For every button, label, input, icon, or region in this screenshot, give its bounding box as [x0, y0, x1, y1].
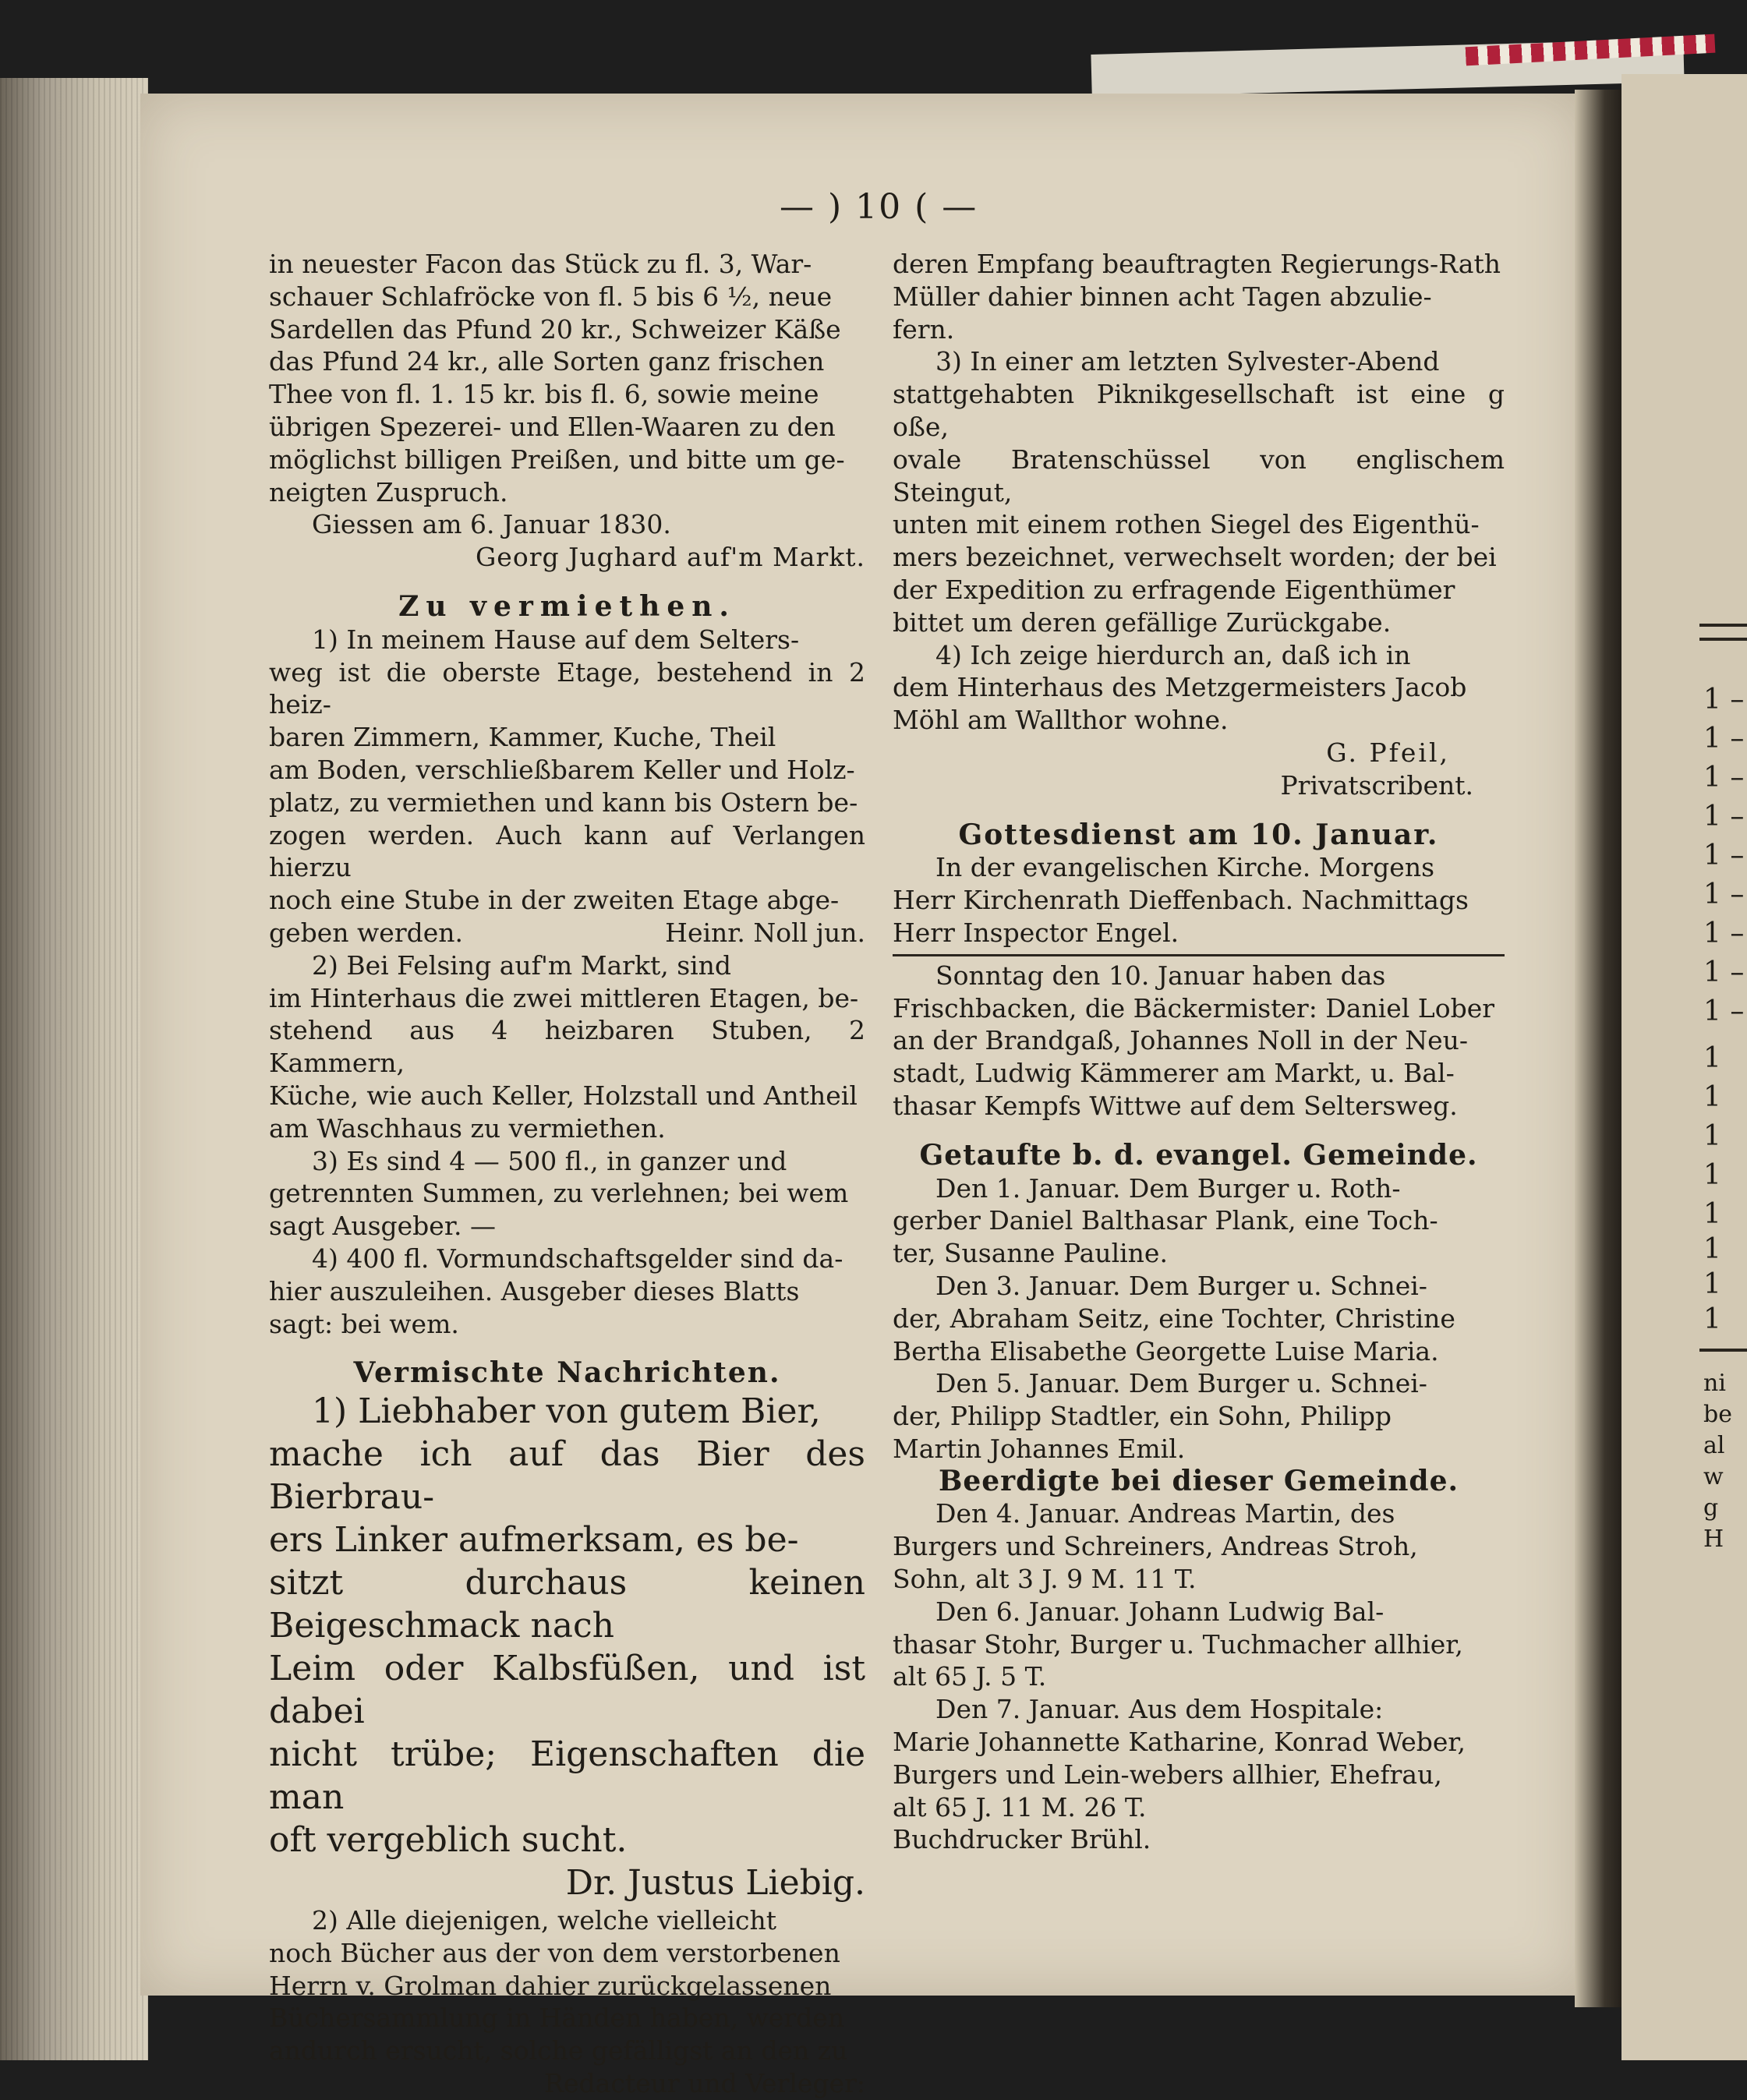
text-line: getrennten Summen, zu verlehnen; bei wem [269, 1178, 849, 1209]
right-fragment-number: 1 [1703, 1159, 1721, 1191]
right-fragment-number: 1 – [1703, 723, 1745, 755]
text-line: 4) 400 fl. Vormundschaftsgelder sind da- [312, 1243, 843, 1274]
text-line: andurch ersucht, solche gefälligst an den zu [269, 2035, 848, 2066]
right-fragment-number: 1 – [1703, 840, 1745, 871]
notice-4-signature: G. Pfeil, [1326, 737, 1450, 768]
right-fragment-number: 1 [1703, 1233, 1721, 1265]
text-line: Den 7. Januar. Aus dem Hospitale: [935, 1694, 1384, 1725]
text-line: 1) Liebhaber von gutem Bier, [312, 1391, 821, 1432]
notice-item-3 [893, 345, 1505, 638]
text-line: unten mit einem rothen Siegel des Eigenthü- [893, 509, 1480, 540]
advertisement-continued [269, 248, 865, 574]
text-line: alt 65 J. 11 M. 26 T. [893, 1791, 1147, 1822]
text-line: baren Zimmern, Kammer, Kuche, Theil [269, 722, 776, 753]
text-line: Herr Kirchenrath Dieffenbach. Nachmittags [893, 885, 1469, 916]
section-heading-service: Gottesdienst am 10. Januar. [958, 818, 1439, 851]
text-line: in neuester Facon das Stück zu fl. 3, War- [269, 249, 812, 279]
text-line: Burgers und Schreiners, Andreas Stroh, [893, 1531, 1418, 1562]
text-line: sagt Ausgeber. — [269, 1211, 496, 1242]
text-line: stadt, Ludwig Kämmerer am Markt, u. Bal- [893, 1058, 1455, 1089]
text-line: stattgehabten Piknikgesellschaft ist eine g oße, [893, 379, 1505, 442]
right-fragment-rule-2 [1699, 638, 1747, 641]
right-fragment-number: 1 – [1703, 879, 1745, 910]
text-line: fern. [893, 313, 955, 345]
left-column [269, 248, 865, 2100]
text-line: Den 5. Januar. Dem Burger u. Schnei- [935, 1368, 1427, 1399]
text-line: das Pfund 24 kr., alle Sorten ganz frischen [269, 346, 825, 377]
text-line: schauer Schlafröcke von fl. 5 bis 6 ½, neue [269, 281, 833, 312]
text-line: Herrn v. Grolman dahier zurückgelassenen [269, 1970, 832, 2001]
text-line: Thee von fl. 1. 15 kr. bis fl. 6, sowie meine [269, 379, 819, 410]
right-fragment-word: ni [1703, 1370, 1726, 1397]
rent-1-signature: Heinr. Noll jun. [665, 917, 865, 948]
right-fragment-rule-3 [1699, 1349, 1747, 1352]
rent-notice-2 [269, 949, 865, 1145]
text-line: alt 65 J. 5 T. [893, 1661, 1047, 1692]
text-line: Redacteur und Verleger: [544, 2068, 865, 2099]
baptism-entry-2 [893, 1270, 1505, 1367]
text-line: Frischbacken, die Bäckermister: Daniel Lober [893, 992, 1495, 1023]
text-line: Den 3. Januar. Dem Burger u. Schnei- [935, 1270, 1427, 1301]
text-line: Leim oder Kalbsfüßen, und ist dabei [269, 1649, 865, 1732]
page-number: — ) 10 ( — [780, 187, 978, 227]
text-line: 2) Alle diejenigen, welche vielleicht [312, 1905, 776, 1936]
notice-item-4 [893, 639, 1505, 802]
right-fragment-rule-1 [1699, 624, 1747, 627]
text-line: mers bezeichnet, verwechselt worden; der bei [893, 542, 1497, 573]
text-line: sitzt durchaus keinen Beigeschmack nach [269, 1563, 865, 1646]
text-line: Büchersammlung in Händen haben, werden [269, 2003, 845, 2034]
right-fragment-number: 1 – [1703, 684, 1745, 716]
book-page-edges [0, 78, 148, 2060]
text-line: der, Abraham Seitz, eine Tochter, Christine [893, 1303, 1455, 1334]
text-line: noch Bücher aus der von dem verstorbenen [269, 1937, 840, 1968]
text-line: ter, Susanne Pauline. [893, 1238, 1168, 1269]
text-line: der Expedition zu erfragende Eigenthümer [893, 574, 1455, 605]
burial-entry-1 [893, 1497, 1505, 1595]
text-line: Den 4. Januar. Andreas Martin, des [935, 1498, 1395, 1529]
right-fragment-number: 1 [1703, 1042, 1721, 1074]
text-line: 3) In einer am letzten Sylvester-Abend [935, 346, 1440, 377]
right-fragment-number: 1 [1703, 1268, 1721, 1300]
text-line: Bertha Elisabethe Georgette Luise Maria. [893, 1335, 1439, 1366]
right-page-fragment [1621, 74, 1747, 2060]
section-heading-baptized: Getaufte b. d. evangel. Gemeinde. [919, 1138, 1478, 1172]
ad-signature: Georg Jughard auf'm Markt. [475, 542, 865, 573]
text-line: Burgers und Lein-webers allhier, Ehefrau, [893, 1759, 1442, 1790]
text-line: weg ist die oberste Etage, bestehend in 2 heiz- [269, 656, 865, 720]
text-line: stehend aus 4 heizbaren Stuben, 2 Kammern, [269, 1015, 865, 1079]
text-line: thasar Stohr, Burger u. Tuchmacher allhier, [893, 1628, 1463, 1660]
text-line: 3) Es sind 4 — 500 fl., in ganzer und [312, 1145, 787, 1176]
text-line: noch eine Stube in der zweiten Etage abge- [269, 885, 840, 916]
text-line: 4) Ich zeige hierdurch an, daß ich in [935, 639, 1411, 670]
text-line: deren Empfang beauftragten Regierungs-Rath [893, 249, 1501, 279]
section-heading-rent: Zu vermiethen. [398, 589, 736, 623]
text-line: bittet um deren gefällige Zurückgabe. [893, 606, 1392, 638]
right-fragment-number: 1 [1703, 1303, 1721, 1335]
text-line: hier auszuleihen. Ausgeber dieses Blatts [269, 1275, 800, 1306]
notice-continued [893, 248, 1505, 345]
text-line: Den 6. Januar. Johann Ludwig Bal- [935, 1596, 1385, 1627]
printer-imprint: Buchdrucker Brühl. [893, 1824, 1151, 1855]
text-line: Müller dahier binnen acht Tagen abzulie- [893, 281, 1432, 312]
bakers-notice [893, 960, 1505, 1122]
text-line: 1) In meinem Hause auf dem Selters- [312, 624, 800, 655]
text-line: Möhl am Wallthor wohne. [893, 705, 1229, 736]
section-divider [893, 954, 1505, 956]
text-line: Herr Inspector Engel. [893, 917, 1179, 948]
text-line: ers Linker aufmerksam, es be- [269, 1520, 799, 1561]
text-line: nicht trübe; Eigenschaften die man [269, 1734, 865, 1818]
text-line: mache ich auf das Bier des Bierbrau- [269, 1434, 865, 1518]
burial-entry-3 [893, 1693, 1505, 1823]
text-line: oft vergeblich sucht. [269, 1820, 628, 1861]
text-line: ovale Bratenschüssel von englischem Steingut, [893, 444, 1505, 507]
right-fragment-word: w [1703, 1463, 1724, 1490]
text-line: zogen werden. Auch kann auf Verlangen hierzu [269, 819, 865, 883]
misc-notice-1 [269, 1390, 865, 1904]
right-fragment-number: 1 [1703, 1081, 1721, 1113]
text-line: sagt: bei wem. [269, 1308, 459, 1339]
right-fragment-number: 1 – [1703, 956, 1745, 988]
rent-notice-1 [269, 624, 865, 949]
text-line: am Boden, verschließbarem Keller und Holz- [269, 754, 855, 785]
rent-notice-4 [269, 1243, 865, 1340]
right-fragment-number: 1 – [1703, 801, 1745, 833]
misc-notice-2 [269, 1904, 865, 2100]
text-line: im Hinterhaus die zwei mittleren Etagen, be- [269, 982, 859, 1013]
text-line: Den 1. Januar. Dem Burger u. Roth- [935, 1172, 1401, 1204]
text-line: Küche, wie auch Keller, Holzstall und Antheil [269, 1080, 858, 1111]
baptism-entry-3 [893, 1367, 1505, 1465]
right-fragment-number: 1 [1703, 1120, 1721, 1152]
text-line: neigten Zuspruch. [269, 476, 508, 507]
text-fragment: geben werden. [269, 917, 463, 948]
right-column [893, 248, 1505, 1856]
rent-notice-3 [269, 1145, 865, 1243]
text-line: der, Philipp Stadtler, ein Sohn, Philipp [893, 1401, 1392, 1432]
text-line: am Waschhaus zu vermiethen. [269, 1112, 666, 1144]
right-fragment-number: 1 – [1703, 762, 1745, 794]
ad-place-date: Giessen am 6. Januar 1830. [312, 509, 671, 540]
right-fragment-word: H [1703, 1526, 1724, 1553]
right-fragment-word: g [1703, 1494, 1719, 1522]
text-line: In der evangelischen Kirche. Morgens [935, 852, 1435, 883]
service-schedule [893, 851, 1505, 949]
text-line: thasar Kempfs Wittwe auf dem Seltersweg. [893, 1090, 1458, 1121]
right-fragment-number: 1 – [1703, 917, 1745, 949]
text-line: 2) Bei Felsing auf'm Markt, sind [312, 949, 732, 981]
text-line: Sardellen das Pfund 20 kr., Schweizer Käße [269, 313, 841, 345]
baptism-entry-1 [893, 1172, 1505, 1270]
text-line: platz, zu vermiethen und kann bis Ostern be- [269, 787, 858, 818]
text-line: Marie Johannette Katharine, Konrad Weber, [893, 1727, 1466, 1758]
right-fragment-number: 1 [1703, 1198, 1721, 1230]
text-line: gerber Daniel Balthasar Plank, eine Toch- [893, 1205, 1438, 1236]
text-line: Sohn, alt 3 J. 9 M. 11 T. [893, 1564, 1197, 1595]
text-line: übrigen Spezerei- und Ellen-Waaren zu den [269, 411, 836, 442]
notice-4-title: Privatscribent. [1280, 769, 1473, 801]
text-line: möglichst billigen Preißen, und bitte um ge- [269, 444, 845, 475]
text-line: Martin Johannes Emil. [893, 1433, 1186, 1464]
text-line: an der Brandgaß, Johannes Noll in der Neu- [893, 1025, 1469, 1056]
right-fragment-number: 1 – [1703, 995, 1745, 1027]
right-fragment-word: al [1703, 1432, 1725, 1459]
text-line: dem Hinterhaus des Metzgermeisters Jacob [893, 672, 1467, 703]
text-line: Sonntag den 10. Januar haben das [935, 960, 1386, 991]
section-heading-buried: Beerdigte bei dieser Gemeinde. [938, 1464, 1459, 1497]
burial-entry-2 [893, 1596, 1505, 1693]
text-line [269, 917, 865, 949]
section-heading-misc: Vermischte Nachrichten. [353, 1356, 781, 1390]
right-fragment-word: be [1703, 1401, 1732, 1428]
misc-1-signature: Dr. Justus Liebig. [565, 1863, 865, 1904]
